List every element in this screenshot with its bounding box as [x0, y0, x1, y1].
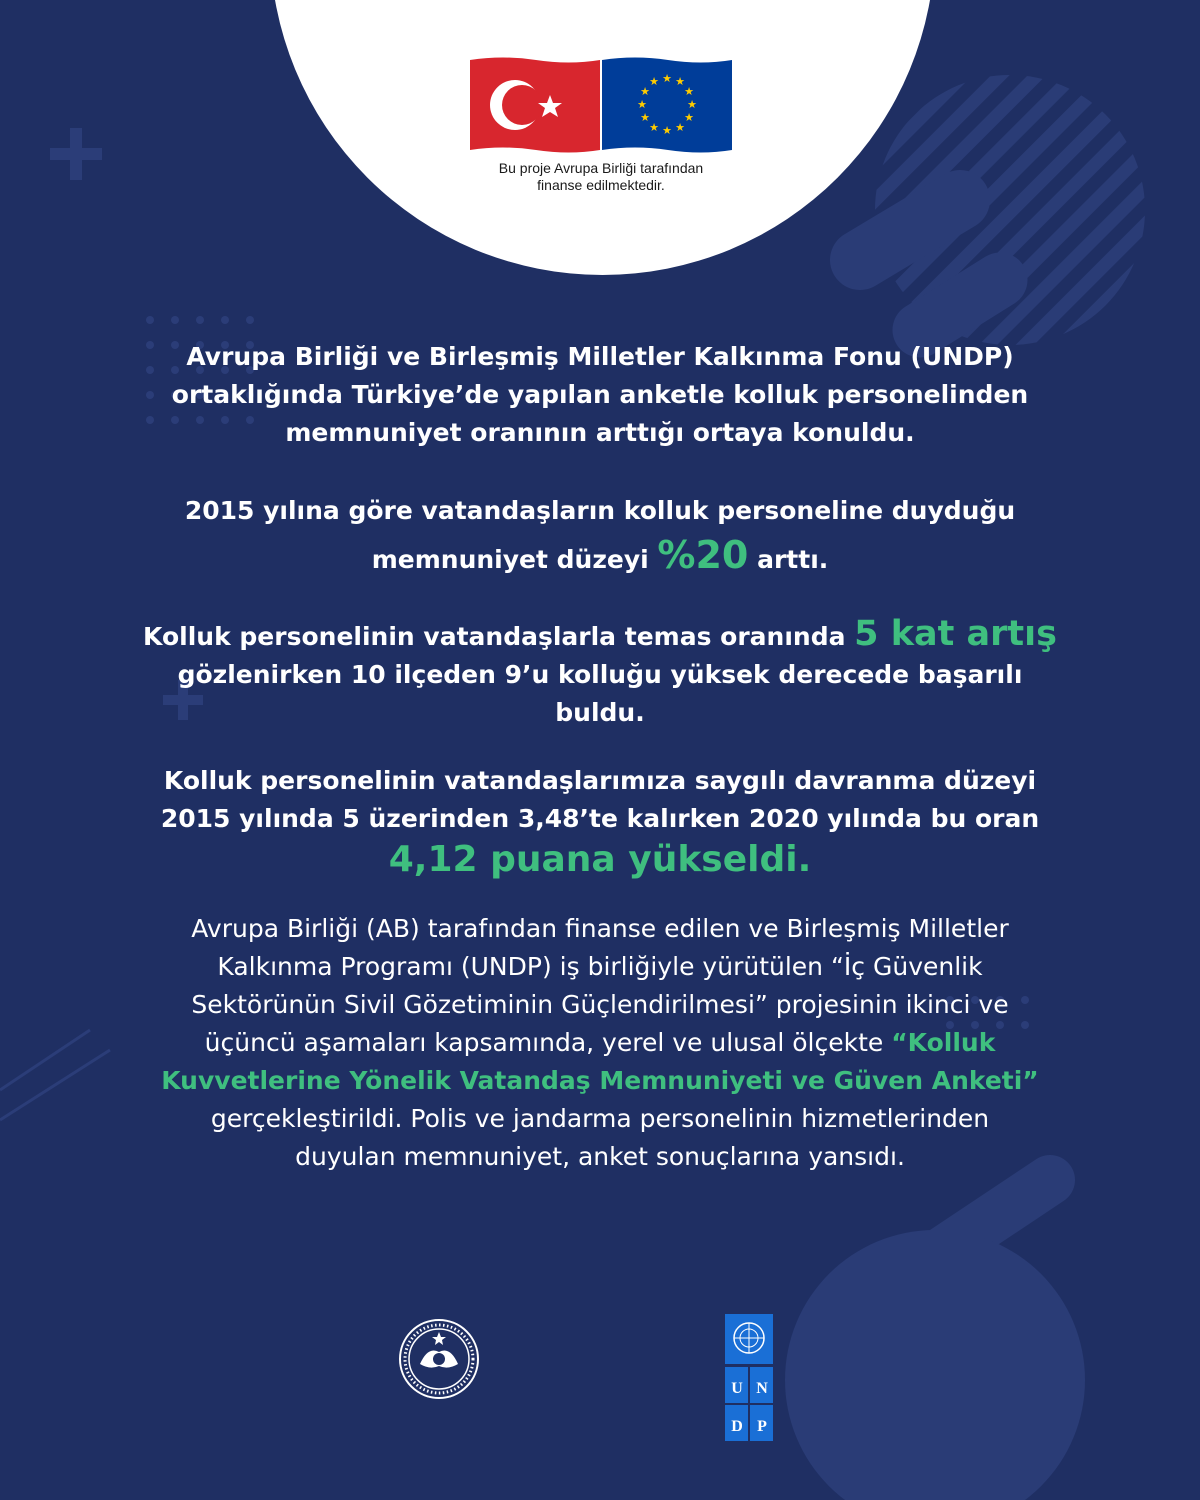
text-line: Sektörünün Sivil Gözetiminin Güçlendirilmesi” projesinin ikinci ve: [191, 990, 1009, 1019]
text-segment: arttı.: [748, 545, 829, 574]
plus-icon: [50, 128, 102, 180]
svg-text:★: ★: [662, 124, 672, 137]
text-line: 2015 yılında 5 üzerinden 3,48’te kalırken 2020 yılında bu oran: [160, 804, 1040, 833]
eu-flag-icon: [602, 58, 732, 153]
svg-text:★: ★: [640, 85, 650, 98]
text-line: buldu.: [555, 698, 645, 727]
respect-paragraph: [100, 762, 1100, 882]
text-segment: üçüncü aşamaları kapsamında, yerel ve ulusal ölçekte: [204, 1028, 892, 1057]
funding-caption-line: Bu proje Avrupa Birliği tarafından: [498, 160, 704, 176]
text-line: Avrupa Birliği (AB) tarafından finanse edilen ve Birleşmiş Milletler: [191, 914, 1009, 943]
text-line: gözlenirken 10 ilçeden 9’u kolluğu yüksek derecede başarılı: [177, 660, 1023, 689]
undp-letter: P: [757, 1418, 767, 1435]
svg-text:★: ★: [637, 98, 647, 111]
text-line: Avrupa Birliği ve Birleşmiş Milletler Kalkınma Fonu (UNDP): [186, 342, 1014, 371]
contact-paragraph: [100, 615, 1100, 732]
svg-text:★: ★: [640, 111, 650, 124]
highlight-survey-name: Kuvvetlerine Yönelik Vatandaş Memnuniyeti ve Güven Anketi”: [161, 1066, 1039, 1095]
svg-text:★: ★: [675, 75, 685, 88]
satisfaction-paragraph: [100, 492, 1100, 585]
highlight-survey-name: “Kolluk: [891, 1028, 996, 1057]
undp-letter: D: [731, 1418, 743, 1435]
svg-text:★: ★: [687, 98, 697, 111]
svg-text:★: ★: [649, 121, 659, 134]
highlight-score: 4,12 puana yükseldi.: [388, 839, 812, 880]
text-line: memnuniyet oranının arttığı ortaya konuldu.: [285, 418, 915, 447]
highlight-increase: 5 kat artış: [854, 614, 1057, 654]
text-line: 2015 yılına göre vatandaşların kolluk personeline duyduğu: [184, 496, 1016, 525]
project-paragraph: [100, 910, 1100, 1176]
svg-text:★: ★: [684, 85, 694, 98]
undp-letter: U: [731, 1380, 743, 1397]
text-line: Kalkınma Programı (UNDP) iş birliğiyle yürütülen “İç Güvenlik: [217, 952, 983, 981]
tr-eu-flags: [470, 55, 732, 155]
main-content: [100, 338, 1100, 1176]
funding-caption-line: finanse edilmektedir.: [537, 177, 665, 193]
ministry-seal-icon: [398, 1318, 480, 1400]
text-line: [100, 1024, 1100, 1062]
text-line: gerçekleştirildi. Polis ve jandarma personelinin hizmetlerinden: [210, 1104, 990, 1133]
svg-text:★: ★: [675, 121, 685, 134]
text-line: [100, 530, 1100, 585]
svg-text:★: ★: [684, 111, 694, 124]
text-line: Kolluk personelinin vatandaşlarımıza saygılı davranma düzeyi: [163, 766, 1037, 795]
text-line: [100, 615, 1100, 656]
turkish-flag-icon: [470, 58, 600, 153]
text-line: duyulan memnuniyet, anket sonuçlarına yansıdı.: [295, 1142, 905, 1171]
svg-text:★: ★: [662, 72, 672, 85]
highlight-percent: %20: [657, 533, 749, 577]
text-line: ortaklığında Türkiye’de yapılan anketle kolluk personelinden: [171, 380, 1029, 409]
text-segment: memnuniyet düzeyi: [371, 545, 658, 574]
undp-letter: N: [756, 1380, 768, 1397]
funding-caption: [440, 160, 762, 194]
text-segment: Kolluk personelinin vatandaşlarla temas oranında: [143, 622, 855, 651]
svg-text:★: ★: [649, 75, 659, 88]
intro-paragraph: [100, 338, 1100, 452]
